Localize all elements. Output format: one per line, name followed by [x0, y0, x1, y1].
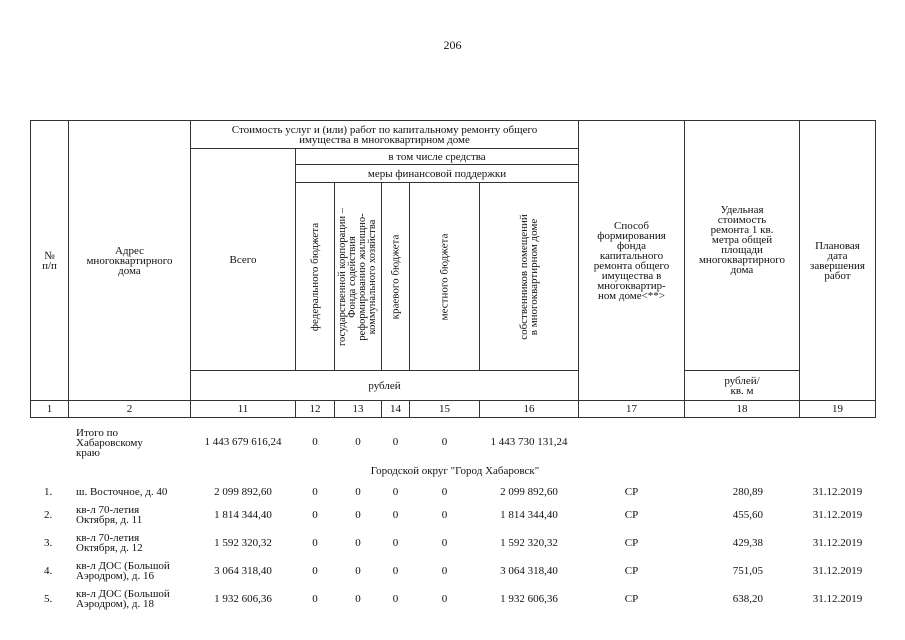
total-label: Итого по Хабаровскому краю [76, 427, 143, 459]
row-owners: 1 932 606,36 [500, 593, 558, 605]
row-local: 0 [441, 565, 448, 577]
total-cell: 0 [312, 436, 318, 448]
row-total: 2 099 892,60 [214, 486, 272, 498]
row-corporation: 0 [355, 593, 361, 605]
col-number: 14 [390, 403, 401, 415]
row-local: 0 [441, 486, 448, 498]
total-cell: 0 [441, 436, 448, 448]
row-address: кв-л ДОС (Большой Аэродром), д. 16 [76, 560, 170, 582]
col-number: 17 [626, 403, 637, 415]
header-owners-label: собственников помещений в многоквартирном доме [518, 213, 541, 340]
row-address: кв-л 70-летия Октября, д. 12 [76, 532, 143, 554]
col-number: 2 [126, 403, 133, 415]
col-number: 16 [523, 403, 535, 415]
row-regional: 0 [392, 537, 399, 549]
row-federal: 0 [312, 509, 318, 521]
row-total: 1 932 606,36 [214, 593, 272, 605]
header-completion: Плановая дата завершения работ [810, 239, 865, 282]
header-federal [296, 183, 334, 370]
row-owners: 2 099 892,60 [500, 486, 558, 498]
row-date: 31.12.2019 [812, 593, 863, 605]
header-regional [382, 183, 409, 370]
row-regional: 0 [392, 565, 399, 577]
header-address: Адрес многоквартирного дома [86, 244, 173, 277]
header-support: меры финансовой поддержки [367, 167, 507, 180]
row-corporation: 0 [355, 565, 361, 577]
row-method: СР [624, 486, 639, 498]
row-regional: 0 [392, 593, 399, 605]
row-owners: 1 592 320,32 [500, 537, 558, 549]
header-federal-label: федерального бюджета [309, 222, 321, 331]
row-regional: 0 [392, 486, 399, 498]
row-unit-cost: 455,60 [732, 509, 763, 521]
col-number: 1 [46, 403, 53, 415]
row-method: СР [624, 565, 639, 577]
row-local: 0 [441, 593, 448, 605]
header-num: № п/п [42, 249, 57, 272]
row-method: СР [624, 537, 639, 549]
row-method: СР [624, 509, 639, 521]
row-method: СР [624, 593, 639, 605]
row-unit-cost: 751,05 [732, 565, 763, 577]
row-date: 31.12.2019 [812, 565, 863, 577]
header-regional-label: краевого бюджета [389, 234, 402, 319]
row-federal: 0 [312, 565, 318, 577]
row-total: 3 064 318,40 [214, 565, 272, 577]
row-number: 5. [44, 593, 53, 605]
row-local: 0 [441, 537, 448, 549]
header-border [875, 120, 876, 418]
row-number: 3. [44, 537, 53, 549]
header-method: Способ формирования фонда капитального ремонта общего имущества в многоквартир- ном доме<**> [593, 219, 670, 302]
row-date: 31.12.2019 [812, 509, 863, 521]
page-number: 206 [443, 38, 462, 52]
row-address: ш. Восточное, д. 40 [76, 486, 168, 498]
header-border [30, 417, 876, 418]
row-number: 2. [44, 509, 53, 521]
row-address: кв-л ДОС (Большой Аэродром), д. 18 [76, 588, 170, 610]
col-number: 11 [237, 403, 249, 415]
col-number: 15 [439, 403, 450, 415]
header-local-label: местного бюджета [438, 233, 451, 320]
total-cell: 1 443 679 616,24 [204, 436, 282, 448]
row-owners: 1 814 344,40 [500, 509, 558, 521]
row-corporation: 0 [355, 537, 361, 549]
row-federal: 0 [312, 486, 318, 498]
row-regional: 0 [392, 509, 399, 521]
district-heading: Городской округ "Город Хабаровск" [370, 465, 540, 477]
row-owners: 3 064 318,40 [500, 565, 558, 577]
row-local: 0 [441, 509, 448, 521]
row-date: 31.12.2019 [812, 537, 863, 549]
total-cell: 0 [355, 436, 361, 448]
header-incl-funds: в том числе средства [388, 150, 486, 163]
header-rubles-per-m: рублей/ кв. м [724, 374, 760, 397]
row-federal: 0 [312, 593, 318, 605]
col-number: 12 [309, 403, 321, 415]
row-corporation: 0 [355, 486, 361, 498]
row-unit-cost: 429,38 [732, 537, 763, 549]
row-date: 31.12.2019 [812, 486, 863, 498]
col-number: 19 [832, 403, 843, 415]
header-cost-group: Стоимость услуг и (или) работ по капитальному ремонту общего имущества в многоквартирном доме [231, 123, 538, 146]
header-unit-cost: Удельная стоимость ремонта 1 кв. метра общей площади многоквартирного дома [698, 204, 786, 276]
total-cell: 0 [392, 436, 399, 448]
row-total: 1 814 344,40 [214, 509, 272, 521]
row-total: 1 592 320,32 [214, 537, 272, 549]
header-total: Всего [229, 253, 257, 266]
row-number: 4. [44, 565, 53, 577]
row-address: кв-л 70-летия Октября, д. 11 [76, 504, 143, 526]
total-cell: 1 443 730 131,24 [490, 436, 568, 448]
col-number: 18 [736, 403, 748, 415]
row-unit-cost: 638,20 [732, 593, 763, 605]
table-header [30, 120, 876, 418]
header-rubles: рублей [368, 379, 401, 392]
header-corporation-label: государственной корпорации – Фонда содействия реформированию жилищно- коммунального хозяйства [337, 207, 379, 346]
row-corporation: 0 [355, 509, 361, 521]
row-number: 1. [44, 486, 53, 498]
row-unit-cost: 280,89 [732, 486, 763, 498]
header-owners [480, 183, 578, 370]
row-federal: 0 [312, 537, 318, 549]
header-corporation [335, 183, 381, 370]
header-local [410, 183, 479, 370]
col-number: 13 [352, 403, 364, 415]
